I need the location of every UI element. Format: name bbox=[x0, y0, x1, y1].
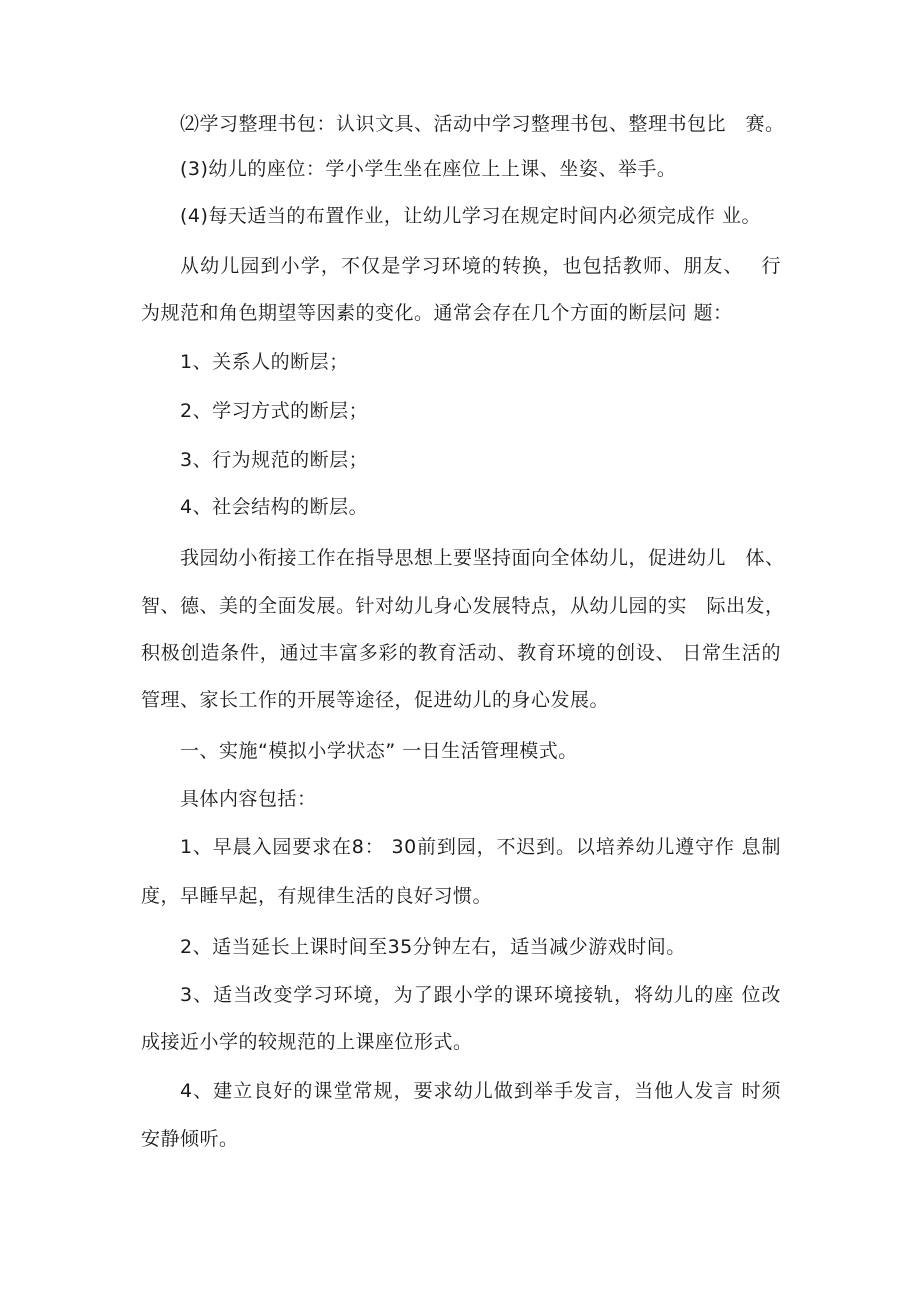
list-item-arrival-line-1: 1、早晨入园要求在8： 30前到园，不迟到。以培养幼儿遵守作 息制 bbox=[180, 836, 781, 858]
paragraph-organize-schoolbag: ⑵学习整理书包：认识文具、活动中学习整理书包、整理书包比 赛。 bbox=[180, 113, 785, 135]
list-item-learning-gap: 2、学习方式的断层； bbox=[180, 400, 369, 422]
list-item-relationship-gap: 1、关系人的断层； bbox=[180, 351, 349, 373]
list-item-class-time: 2、适当延长上课时间至35分钟左右，适当减少游戏时间。 bbox=[180, 936, 686, 958]
paragraph-daily-homework: (4)每天适当的布置作业，让幼儿学习在规定时间内必须完成作 业。 bbox=[180, 205, 761, 227]
paragraph-child-seat: (3)幼儿的座位：学小学生坐在座位上上课、坐姿、举手。 bbox=[180, 158, 677, 180]
paragraph-guiding-line-2: 智、德、美的全面发展。针对幼儿身心发展特点，从幼儿园的实 际出发， bbox=[141, 595, 785, 617]
list-item-classroom-rules-line-2: 安静倾听。 bbox=[141, 1128, 239, 1150]
list-item-social-gap: 4、社会结构的断层。 bbox=[180, 496, 369, 518]
paragraph-guiding-line-1: 我园幼小衔接工作在指导思想上要坚持面向全体幼儿，促进幼儿 体、 bbox=[180, 547, 785, 569]
paragraph-guiding-line-4: 管理、家长工作的开展等途径，促进幼儿的身心发展。 bbox=[141, 689, 610, 711]
section-heading-simulate-school: 一、实施“模拟小学状态” 一日生活管理模式。 bbox=[180, 740, 578, 762]
list-item-behavior-gap: 3、行为规范的断层； bbox=[180, 449, 369, 471]
paragraph-transition-line-2: 为规范和角色期望等因素的变化。通常会存在几个方面的断层问 题： bbox=[141, 302, 733, 324]
list-item-classroom-rules-line-1: 4、建立良好的课堂常规，要求幼儿做到举手发言，当他人发言 时须 bbox=[180, 1080, 781, 1102]
paragraph-transition-line-1: 从幼儿园到小学，不仅是学习环境的转换，也包括教师、朋友、 行 bbox=[180, 255, 781, 277]
list-item-environment-line-1: 3、适当改变学习环境，为了跟小学的课环境接轨，将幼儿的座 位改 bbox=[180, 984, 781, 1006]
paragraph-content-intro: 具体内容包括： bbox=[180, 788, 317, 810]
list-item-arrival-line-2: 度，早睡早起，有规律生活的良好习惯。 bbox=[141, 885, 493, 907]
list-item-environment-line-2: 成接近小学的较规范的上课座位形式。 bbox=[141, 1031, 473, 1053]
paragraph-guiding-line-3: 积极创造条件，通过丰富多彩的教育活动、教育环境的创设、 日常生活的 bbox=[141, 642, 781, 664]
